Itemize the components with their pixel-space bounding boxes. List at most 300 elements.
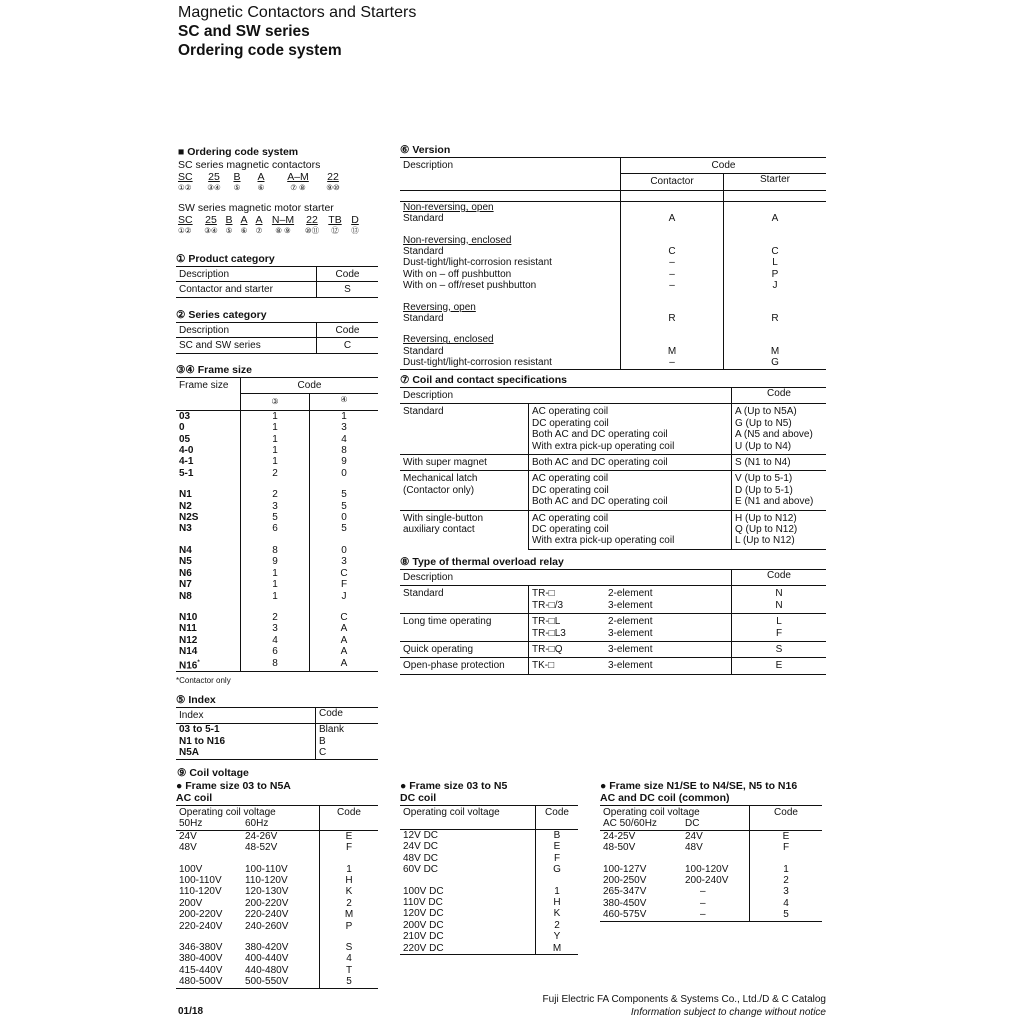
group-name: Standard <box>400 404 529 455</box>
sc-num: ⑨⑩ <box>326 183 340 192</box>
coil-spec-title: ⑦ Coil and contact specifications <box>400 374 567 386</box>
table-cell: C <box>621 246 724 257</box>
table-row <box>400 334 826 345</box>
table-cell: M <box>320 909 379 920</box>
table-row <box>400 313 826 324</box>
spacer-cell <box>176 479 241 489</box>
group-title: Non-reversing, open <box>400 201 621 213</box>
table-cell: 120V DC <box>403 908 444 920</box>
version-table <box>400 157 826 370</box>
table-row <box>176 556 378 567</box>
series-category-table <box>176 322 378 354</box>
table-cell: 2 <box>241 612 310 623</box>
sw-num: ⑥ <box>240 226 248 235</box>
coil-spec-section <box>400 373 826 550</box>
table-cell: A <box>621 213 724 224</box>
table-row <box>600 886 822 897</box>
coil-spec-table <box>400 387 826 550</box>
table-cell: 0 <box>310 468 379 479</box>
table-cell: 110V DC <box>403 897 443 909</box>
table-cell: 8 <box>241 545 310 556</box>
table-cell: 24V <box>176 830 242 842</box>
spacer-cell <box>320 854 379 864</box>
table-row <box>600 909 822 921</box>
sw-series-title: SW series magnetic motor starter <box>178 202 334 214</box>
col-header: Operating coil voltage <box>600 806 750 819</box>
table-cell: 3 <box>241 623 310 634</box>
table-cell: 1 <box>536 886 579 897</box>
table-cell: 5 <box>310 523 379 534</box>
table-cell: 440-480V <box>245 964 289 976</box>
table-cell: 6 <box>241 646 310 657</box>
col-header: Description <box>176 323 317 338</box>
table-cell: T <box>320 965 379 976</box>
table-cell: C <box>724 246 827 257</box>
table-cell: 1 <box>750 864 823 875</box>
table-row <box>176 953 378 964</box>
sw-code-part: D <box>351 214 359 226</box>
table-cell: 1 <box>241 422 310 433</box>
frame-size-cell: N2 <box>179 500 192 512</box>
table-row <box>176 545 378 556</box>
table-cell: L (Up to N12) <box>732 535 827 549</box>
sc-code-part: 22 <box>327 171 339 183</box>
table-cell: P <box>724 269 827 280</box>
table-cell: 0 <box>310 545 379 556</box>
frame-size-cell: N5 <box>179 556 192 568</box>
table-row <box>176 921 378 932</box>
header-line1: Magnetic Contactors and Starters <box>178 4 417 21</box>
table-cell: Both AC and DC operating coil <box>529 496 732 510</box>
table-row <box>176 456 378 467</box>
table-cell: M <box>621 346 724 357</box>
table-row <box>400 614 826 628</box>
acdc-coil-rows <box>600 830 822 921</box>
frame-size-cell: N4 <box>179 544 192 556</box>
spacer-cell <box>242 932 320 942</box>
table-row <box>176 410 378 422</box>
table-cell: – <box>621 280 724 291</box>
table-cell: 200-220V <box>179 909 223 921</box>
table-row <box>400 357 826 369</box>
table-cell: Standard <box>403 213 444 225</box>
sw-num: ⑫ <box>331 226 339 235</box>
table-row <box>176 422 378 433</box>
table-cell: With extra pick-up operating coil <box>529 441 732 455</box>
table-cell: R <box>724 313 827 324</box>
table-cell: J <box>724 280 827 291</box>
acdc-coil-title1: ● Frame size N1/SE to N4/SE, N5 to N16 <box>600 780 798 792</box>
table-cell: 3 <box>241 501 310 512</box>
table-cell: 1 <box>320 864 379 875</box>
table-cell: 1 <box>241 434 310 445</box>
footnote-mark: * <box>197 659 200 666</box>
table-cell <box>724 334 827 345</box>
table-cell: 8 <box>241 658 310 672</box>
sw-num: ⑧ ⑨ <box>275 226 291 235</box>
sw-num: ①② <box>178 226 192 235</box>
frame-size-section <box>176 363 378 687</box>
table-row <box>400 931 578 942</box>
table-cell: 0 <box>310 512 379 523</box>
table-cell: H <box>536 897 579 908</box>
table-row <box>176 468 378 479</box>
table-row <box>600 864 822 875</box>
table-row <box>400 257 826 268</box>
table-cell: A <box>310 635 379 646</box>
table-cell: 1 <box>241 410 310 422</box>
ac-coil-table <box>176 805 378 989</box>
table-row <box>176 932 378 942</box>
table-cell: 200-220V <box>245 897 289 909</box>
group-title: Reversing, enclosed <box>403 334 494 346</box>
table-cell: A (N5 and above) <box>732 429 827 440</box>
table-row <box>400 658 826 674</box>
table-cell: G (Up to N5) <box>732 418 827 429</box>
table-cell: K <box>536 908 579 919</box>
table-cell: L <box>724 257 827 268</box>
table-cell: B <box>316 736 379 747</box>
table-cell: 400-440V <box>245 953 289 965</box>
spacer-cell <box>400 292 621 302</box>
table-cell: 3 <box>750 886 823 897</box>
sw-num: ⑤ <box>225 226 233 235</box>
col-header: Code <box>316 708 379 724</box>
index-table <box>176 707 378 760</box>
thermal-section <box>400 555 826 675</box>
table-row <box>176 535 378 545</box>
sc-num: ⑤ <box>233 183 241 192</box>
col-header: Starter <box>724 174 827 190</box>
sc-code-part: A <box>257 171 265 183</box>
sc-num: ⑦ ⑧ <box>290 183 306 192</box>
sc-code-part: B <box>233 171 241 183</box>
table-row <box>400 864 578 875</box>
col-header: 60Hz <box>245 818 269 830</box>
sc-code-part: A–M <box>287 171 309 183</box>
table-cell: M <box>536 943 579 955</box>
table-row <box>400 841 578 852</box>
table-row <box>176 579 378 590</box>
table-row <box>176 886 378 897</box>
sw-num: ⑩⑪ <box>304 226 320 235</box>
col-header: Code <box>750 806 823 831</box>
frame-size-cell: N2S <box>179 512 199 524</box>
version-title: ⑥ Version <box>400 144 451 156</box>
table-row <box>176 854 378 864</box>
table-cell: A <box>310 623 379 634</box>
spacer-cell <box>176 932 242 942</box>
table-cell: TR-□L <box>529 614 606 628</box>
table-cell: 5 <box>310 501 379 512</box>
col-header: AC 50/60Hz <box>603 818 657 830</box>
table-cell: S (N1 to N4) <box>732 455 827 471</box>
table-cell: 210V DC <box>403 931 444 943</box>
sw-code-row <box>178 214 378 226</box>
table-cell: 1 <box>241 445 310 456</box>
table-cell: S <box>732 642 827 658</box>
spacer-cell <box>242 854 320 864</box>
table-cell: AC operating coil <box>529 404 732 418</box>
ac-coil-rows <box>176 830 378 988</box>
table-cell: 2 <box>320 898 379 909</box>
table-cell: 03 to 5-1 <box>176 724 316 736</box>
table-cell: 2-element <box>605 614 732 628</box>
col-header: Code <box>317 323 379 338</box>
table-cell: 1 <box>241 591 310 602</box>
table-cell: SC and SW series <box>176 338 317 353</box>
table-cell: B <box>536 830 579 842</box>
table-row <box>400 225 826 235</box>
series-category-section <box>176 308 378 354</box>
table-row <box>176 724 378 736</box>
table-cell: 24-26V <box>242 830 320 842</box>
table-cell: – <box>621 257 724 268</box>
table-cell: 1 <box>241 568 310 579</box>
table-cell: 4 <box>320 953 379 964</box>
frame-size-cell: 4-1 <box>179 456 194 468</box>
header-line2: SC and SW series <box>178 23 310 40</box>
table-row <box>176 842 378 853</box>
frame-size-cell: N6 <box>179 567 192 579</box>
table-row <box>400 246 826 257</box>
table-cell: DC operating coil <box>529 485 732 496</box>
col-header: Code <box>621 158 827 174</box>
table-cell: F <box>732 628 827 642</box>
spacer-cell <box>600 854 682 864</box>
table-cell: Standard <box>403 246 444 258</box>
table-row <box>176 512 378 523</box>
table-row <box>176 747 378 759</box>
frame-size-table <box>176 377 378 672</box>
table-cell <box>724 302 827 313</box>
table-cell: TR-□ <box>529 586 606 600</box>
version-rows <box>400 190 826 369</box>
sw-num: ③④ <box>204 226 218 235</box>
table-row <box>400 455 826 471</box>
table-row <box>400 886 578 897</box>
sw-code-part: 25 <box>205 214 217 226</box>
table-cell: 6 <box>241 523 310 534</box>
table-cell: Contactor and starter <box>176 282 317 297</box>
table-cell: 110-120V <box>245 875 288 887</box>
table-row <box>400 943 578 955</box>
group-name: Mechanical latch (Contactor only) <box>400 471 529 510</box>
table-row <box>400 324 826 334</box>
table-cell: 500-550V <box>242 976 320 988</box>
table-cell: 100-110V <box>245 863 288 875</box>
acdc-coil-table <box>600 805 822 922</box>
table-row <box>400 269 826 280</box>
table-cell: Standard <box>403 313 444 325</box>
table-cell: F <box>536 853 579 864</box>
table-cell: 9 <box>241 556 310 567</box>
table-cell: 2 <box>536 920 579 931</box>
table-row <box>176 445 378 456</box>
table-cell: 48-50V <box>603 842 636 854</box>
table-row <box>400 920 578 931</box>
group-name: Long time operating <box>400 614 529 642</box>
table-cell: 3-element <box>605 658 732 674</box>
header-line3: Ordering code system <box>178 42 342 59</box>
version-section <box>400 143 826 370</box>
col-header: Description <box>176 267 317 282</box>
table-cell: Both AC and DC operating coil <box>529 429 732 440</box>
table-row <box>400 292 826 302</box>
col-header: Description <box>400 388 732 404</box>
sw-code-part: 22 <box>306 214 318 226</box>
table-cell: 3 <box>310 422 379 433</box>
col-header: DC <box>685 818 700 830</box>
spacer-cell <box>310 602 379 612</box>
table-cell: 3-element <box>608 599 653 611</box>
acdc-coil-title2: AC and DC coil (common) <box>600 792 730 804</box>
group-name: Open-phase protection <box>400 658 529 674</box>
table-cell: F <box>310 579 379 590</box>
table-cell: 4 <box>750 898 823 909</box>
table-row <box>176 864 378 875</box>
sc-code-part: 25 <box>208 171 220 183</box>
table-cell: C <box>310 568 379 579</box>
sw-code-part: SC <box>178 214 193 226</box>
sw-code-part: N–M <box>271 214 295 226</box>
sw-code-part: A <box>240 214 248 226</box>
table-row <box>400 897 578 908</box>
spacer-cell <box>621 292 724 302</box>
table-cell: 48-52V <box>245 842 278 854</box>
table-cell: DC operating coil <box>529 524 732 535</box>
table-row <box>400 201 826 213</box>
sw-num: ⑦ <box>255 226 263 235</box>
dc-coil-section <box>400 780 578 955</box>
table-row <box>176 434 378 445</box>
table-cell: 3 <box>310 556 379 567</box>
ordering-code-title: ■ Ordering code system <box>178 146 299 158</box>
frame-size-cell: N3 <box>179 523 192 535</box>
table-cell: 265-347V <box>603 886 647 898</box>
table-cell: 4 <box>310 434 379 445</box>
col-header: Operating coil voltage <box>400 806 536 830</box>
table-cell: 200-240V <box>685 875 729 887</box>
product-category-section <box>176 252 378 298</box>
page-header <box>178 3 416 60</box>
table-cell: E (N1 and above) <box>732 496 827 510</box>
table-row <box>600 898 822 909</box>
index-section <box>176 693 378 760</box>
table-cell: 100-120V <box>685 863 729 875</box>
table-row <box>176 591 378 602</box>
table-row <box>176 658 378 672</box>
table-cell: C <box>310 612 379 623</box>
table-row <box>176 479 378 489</box>
page-number: 01/18 <box>178 1006 204 1017</box>
table-cell: U (Up to N4) <box>732 441 827 455</box>
spacer-cell <box>621 225 724 235</box>
table-row <box>600 854 822 864</box>
spacer-cell <box>621 190 724 201</box>
sc-code-part: SC <box>178 171 193 183</box>
group-name: With super magnet <box>400 455 529 471</box>
ac-coil-title1: ● Frame size 03 to N5A <box>176 780 291 792</box>
table-cell: 5 <box>310 489 379 500</box>
table-row <box>176 623 378 634</box>
spacer-cell <box>400 225 621 235</box>
group-name: With single-button auxiliary contact <box>400 510 529 549</box>
table-row <box>400 302 826 313</box>
spacer-cell <box>176 535 241 545</box>
table-row <box>176 568 378 579</box>
col-header: Code <box>536 806 579 830</box>
table-cell: With extra pick-up operating coil <box>529 535 732 549</box>
table-cell: H <box>320 875 379 886</box>
sc-number-row <box>178 183 378 192</box>
table-row <box>400 642 826 658</box>
table-row <box>400 280 826 291</box>
table-cell: A <box>310 646 379 657</box>
table-row <box>176 965 378 976</box>
table-cell: 12V DC <box>400 830 536 842</box>
table-cell: A <box>724 213 827 224</box>
spacer-cell <box>400 190 621 201</box>
table-cell: 3-element <box>608 627 653 639</box>
group-title: Reversing, open <box>403 301 476 313</box>
col-header: Operating coil voltage <box>176 806 320 819</box>
product-category-table <box>176 266 378 298</box>
col-header: ④ <box>310 394 379 410</box>
table-cell: 2 <box>241 489 310 500</box>
table-cell: M <box>724 346 827 357</box>
table-cell: With on – off/reset pushbutton <box>403 280 537 292</box>
table-cell: 1 <box>241 579 310 590</box>
sw-num: ⑬ <box>351 226 359 235</box>
table-cell: 100-110V <box>179 875 222 887</box>
table-cell: 110-120V <box>179 886 222 898</box>
spacer-cell <box>241 602 310 612</box>
table-cell: AC operating coil <box>529 510 732 524</box>
table-cell: 380-420V <box>245 942 289 954</box>
table-cell <box>621 201 724 213</box>
frame-size-cell: 0 <box>179 422 185 434</box>
ac-coil-section <box>176 780 378 989</box>
table-cell: G <box>724 357 827 369</box>
spacer-cell <box>724 190 827 201</box>
table-row <box>176 646 378 657</box>
spacer-cell <box>724 292 827 302</box>
spacer-cell <box>320 932 379 942</box>
table-cell: Dust-tight/light-corrosion resistant <box>400 357 621 369</box>
spacer-cell <box>724 324 827 334</box>
table-cell: R <box>621 313 724 324</box>
table-row <box>176 523 378 534</box>
col-header: Code <box>732 388 827 404</box>
table-row <box>176 875 378 886</box>
table-row <box>400 213 826 224</box>
index-title: ⑤ Index <box>176 694 216 706</box>
table-cell: 5 <box>241 512 310 523</box>
group-title: Non-reversing, enclosed <box>403 234 512 246</box>
table-cell: E <box>320 830 379 842</box>
table-cell: 4 <box>241 635 310 646</box>
table-cell: 1 <box>241 456 310 467</box>
table-cell: N <box>732 600 827 614</box>
col-header: Contactor <box>621 174 724 190</box>
spacer-cell <box>724 225 827 235</box>
table-cell: S <box>317 282 379 297</box>
table-cell: With on – off pushbutton <box>403 268 512 280</box>
table-cell: TR-□Q <box>529 642 606 658</box>
table-cell: H (Up to N12) <box>732 510 827 524</box>
table-cell: E <box>536 841 579 852</box>
